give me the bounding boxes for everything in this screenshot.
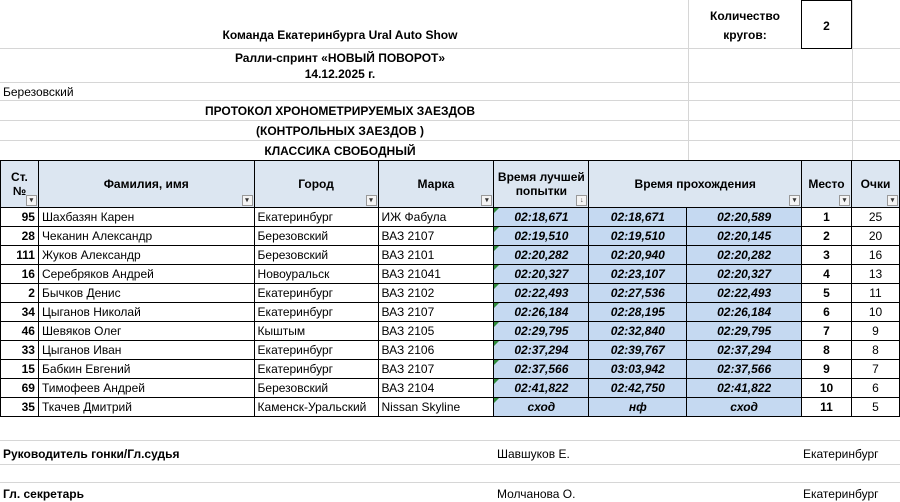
location: Березовский (3, 85, 74, 99)
gridline (0, 82, 900, 83)
lap1-time-cell[interactable]: 02:27,536 (589, 284, 687, 303)
best-time-cell[interactable]: 02:18,671 (494, 208, 589, 227)
points-cell[interactable]: 7 (851, 360, 899, 379)
name-cell[interactable]: Тимофеев Андрей (38, 379, 254, 398)
best-time-cell[interactable]: 02:41,822 (494, 379, 589, 398)
lap1-time-cell[interactable]: нф (589, 398, 687, 417)
table-row (1, 341, 900, 360)
event-date: 14.12.2025 г. (304, 67, 376, 81)
table-header-row (1, 161, 900, 208)
lap2-time-cell[interactable]: 02:26,184 (687, 303, 802, 322)
start-no-cell[interactable]: 16 (1, 265, 39, 284)
secretary-label: Гл. секретарь (3, 487, 84, 501)
name-cell[interactable]: Бабкин Евгений (38, 360, 254, 379)
lap1-time-cell[interactable]: 02:28,195 (589, 303, 687, 322)
sort-filter-icon[interactable]: ↓ (576, 195, 587, 206)
name-cell[interactable]: Серебряков Андрей (38, 265, 254, 284)
name-cell[interactable]: Цыганов Иван (38, 341, 254, 360)
points-cell[interactable]: 8 (851, 341, 899, 360)
column-start-no: Ст. № ▾ (1, 161, 39, 208)
place-cell[interactable]: 10 (802, 379, 852, 398)
place-cell[interactable]: 4 (802, 265, 852, 284)
place-cell[interactable]: 6 (802, 303, 852, 322)
name-cell[interactable]: Чеканин Александр (38, 227, 254, 246)
lap2-time-cell[interactable]: 02:20,145 (687, 227, 802, 246)
column-city: Город ▾ (254, 161, 378, 208)
place-cell[interactable]: 8 (802, 341, 852, 360)
judge-label: Руководитель гонки/Гл.судья (3, 447, 180, 461)
lap2-time-cell[interactable]: 02:37,566 (687, 360, 802, 379)
lap1-time-cell[interactable]: 03:03,942 (589, 360, 687, 379)
table-row (1, 322, 900, 341)
gridline (0, 140, 900, 141)
lap1-time-cell[interactable]: 02:32,840 (589, 322, 687, 341)
start-no-cell[interactable]: 95 (1, 208, 39, 227)
start-no-cell[interactable]: 2 (1, 284, 39, 303)
protocol-subtitle: (КОНТРОЛЬНЫХ ЗАЕЗДОВ ) (256, 124, 424, 138)
city-cell[interactable]: Екатеринбург (254, 360, 378, 379)
column-best-time: Время лучшей попытки ↓ (494, 161, 589, 208)
lap1-time-cell[interactable]: 02:39,767 (589, 341, 687, 360)
laps-label-line1: Количество (710, 9, 780, 23)
start-no-cell[interactable]: 33 (1, 341, 39, 360)
start-no-cell[interactable]: 15 (1, 360, 39, 379)
best-time-cell[interactable]: 02:37,566 (494, 360, 589, 379)
place-cell[interactable]: 5 (802, 284, 852, 303)
start-no-cell[interactable]: 111 (1, 246, 39, 265)
place-cell[interactable]: 9 (802, 360, 852, 379)
table-row (1, 208, 900, 227)
points-cell[interactable]: 25 (851, 208, 899, 227)
lap1-time-cell[interactable]: 02:18,671 (589, 208, 687, 227)
best-time-cell[interactable]: 02:19,510 (494, 227, 589, 246)
protocol-title: ПРОТОКОЛ ХРОНОМЕТРИРУЕМЫХ ЗАЕЗДОВ (204, 104, 476, 118)
car-cell[interactable]: ВАЗ 2106 (378, 341, 494, 360)
table-row (1, 227, 900, 246)
filter-dropdown-icon[interactable]: ▾ (366, 195, 377, 206)
event-title: Ралли-спринт «НОВЫЙ ПОВОРОТ» (234, 51, 446, 65)
gridline (0, 440, 900, 441)
name-cell[interactable]: Ткачев Дмитрий (38, 398, 254, 417)
lap1-time-cell[interactable]: 02:23,107 (589, 265, 687, 284)
gridline (688, 0, 689, 160)
column-car: Марка ▾ (378, 161, 494, 208)
gridline (0, 100, 900, 101)
class-title: КЛАССИКА СВОБОДНЫЙ (264, 144, 416, 158)
table-row (1, 265, 900, 284)
filter-dropdown-icon[interactable]: ▾ (839, 195, 850, 206)
lap1-time-cell[interactable]: 02:19,510 (589, 227, 687, 246)
lap2-time-cell[interactable]: 02:37,294 (687, 341, 802, 360)
city-cell[interactable]: Каменск-Уральский (254, 398, 378, 417)
best-time-cell[interactable]: 02:20,327 (494, 265, 589, 284)
start-no-cell[interactable]: 46 (1, 322, 39, 341)
table-row (1, 303, 900, 322)
results-table (0, 160, 900, 417)
filter-dropdown-icon[interactable]: ▾ (242, 195, 253, 206)
lap2-time-cell[interactable]: 02:41,822 (687, 379, 802, 398)
secretary-name: Молчанова О. (497, 487, 576, 501)
car-cell[interactable]: ВАЗ 2105 (378, 322, 494, 341)
gridline (0, 48, 900, 49)
team-title: Команда Екатеринбурга Ural Auto Show (222, 28, 458, 42)
city-cell[interactable]: Екатеринбург (254, 341, 378, 360)
name-cell[interactable]: Шевяков Олег (38, 322, 254, 341)
column-name: Фамилия, имя ▾ (38, 161, 254, 208)
table-row (1, 246, 900, 265)
place-cell[interactable]: 3 (802, 246, 852, 265)
filter-dropdown-icon[interactable]: ▾ (789, 195, 800, 206)
city-cell[interactable]: Кыштым (254, 322, 378, 341)
secretary-city: Екатеринбург (803, 487, 879, 501)
points-cell[interactable]: 9 (851, 322, 899, 341)
points-cell[interactable]: 13 (851, 265, 899, 284)
best-time-cell[interactable]: 02:26,184 (494, 303, 589, 322)
judge-city: Екатеринбург (803, 447, 879, 461)
lap2-time-cell[interactable]: сход (687, 398, 802, 417)
filter-dropdown-icon[interactable]: ▾ (481, 195, 492, 206)
points-cell[interactable]: 5 (851, 398, 899, 417)
column-place: Место ▾ (802, 161, 852, 208)
name-cell[interactable]: Жуков Александр (38, 246, 254, 265)
points-cell[interactable]: 11 (851, 284, 899, 303)
points-cell[interactable]: 16 (851, 246, 899, 265)
city-cell[interactable]: Екатеринбург (254, 303, 378, 322)
city-cell[interactable]: Екатеринбург (254, 208, 378, 227)
points-cell[interactable]: 10 (851, 303, 899, 322)
car-cell[interactable]: ВАЗ 2107 (378, 303, 494, 322)
best-time-cell[interactable]: 02:37,294 (494, 341, 589, 360)
city-cell[interactable]: Березовский (254, 379, 378, 398)
car-cell[interactable]: ВАЗ 2101 (378, 246, 494, 265)
car-cell[interactable]: ВАЗ 2102 (378, 284, 494, 303)
judge-name: Шавшуков Е. (497, 447, 570, 461)
best-time-cell[interactable]: 02:20,282 (494, 246, 589, 265)
name-cell[interactable]: Шахбазян Карен (38, 208, 254, 227)
table-row (1, 398, 900, 417)
best-time-cell[interactable]: 02:29,795 (494, 322, 589, 341)
filter-dropdown-icon[interactable]: ▾ (26, 195, 37, 206)
city-cell[interactable]: Екатеринбург (254, 284, 378, 303)
name-cell[interactable]: Цыганов Николай (38, 303, 254, 322)
car-cell[interactable]: ВАЗ 2104 (378, 379, 494, 398)
gridline (0, 482, 900, 483)
start-no-cell[interactable]: 34 (1, 303, 39, 322)
table-row (1, 284, 900, 303)
column-pass-time: Время прохождения ▾ (589, 161, 802, 208)
city-cell[interactable]: Березовский (254, 227, 378, 246)
car-cell[interactable]: ВАЗ 2107 (378, 227, 494, 246)
best-time-cell[interactable]: сход (494, 398, 589, 417)
points-cell[interactable]: 6 (851, 379, 899, 398)
lap2-time-cell[interactable]: 02:20,282 (687, 246, 802, 265)
city-cell[interactable]: Новоуральск (254, 265, 378, 284)
lap2-time-cell[interactable]: 02:20,327 (687, 265, 802, 284)
start-no-cell[interactable]: 28 (1, 227, 39, 246)
car-cell[interactable]: ВАЗ 2107 (378, 360, 494, 379)
table-row (1, 360, 900, 379)
lap1-time-cell[interactable]: 02:20,940 (589, 246, 687, 265)
laps-value: 2 (823, 19, 830, 33)
place-cell[interactable]: 7 (802, 322, 852, 341)
table-row (1, 379, 900, 398)
car-cell[interactable]: Nissan Skyline (378, 398, 494, 417)
name-cell[interactable]: Бычков Денис (38, 284, 254, 303)
place-cell[interactable]: 11 (802, 398, 852, 417)
start-no-cell[interactable]: 35 (1, 398, 39, 417)
lap2-time-cell[interactable]: 02:20,589 (687, 208, 802, 227)
lap2-time-cell[interactable]: 02:29,795 (687, 322, 802, 341)
lap1-time-cell[interactable]: 02:42,750 (589, 379, 687, 398)
lap2-time-cell[interactable]: 02:22,493 (687, 284, 802, 303)
gridline (0, 120, 900, 121)
car-cell[interactable]: ВАЗ 21041 (378, 265, 494, 284)
laps-label-line2: кругов: (723, 28, 767, 42)
points-cell[interactable]: 20 (851, 227, 899, 246)
column-points: Очки ▾ (851, 161, 899, 208)
car-cell[interactable]: ИЖ Фабула (378, 208, 494, 227)
place-cell[interactable]: 1 (802, 208, 852, 227)
start-no-cell[interactable]: 69 (1, 379, 39, 398)
best-time-cell[interactable]: 02:22,493 (494, 284, 589, 303)
filter-dropdown-icon[interactable]: ▾ (887, 195, 898, 206)
city-cell[interactable]: Березовский (254, 246, 378, 265)
gridline (852, 0, 853, 160)
gridline (0, 464, 900, 465)
place-cell[interactable]: 2 (802, 227, 852, 246)
